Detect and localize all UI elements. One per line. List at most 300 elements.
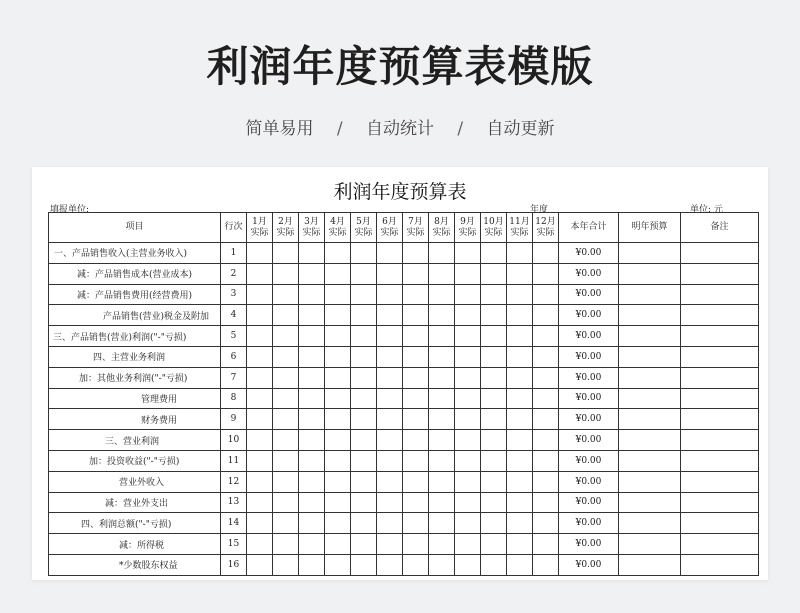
month-actual-cell[interactable] [377,346,403,367]
month-actual-cell[interactable] [481,284,507,305]
month-actual-cell[interactable] [507,409,533,430]
year-total-cell: ¥0.00 [559,388,619,409]
month-actual-cell[interactable] [351,513,377,534]
month-actual-cell[interactable] [533,554,559,575]
month-sub-label: 实际 [510,227,529,238]
row-item-label: 三、营业利润 [49,430,221,451]
month-actual-cell[interactable] [325,534,351,555]
month-actual-cell[interactable] [325,513,351,534]
month-actual-cell[interactable] [351,534,377,555]
month-actual-cell[interactable] [429,305,455,326]
column-header-month-4 [325,213,351,243]
month-actual-cell[interactable] [325,450,351,471]
month-actual-cell[interactable] [455,346,481,367]
row-number: 8 [221,388,247,409]
month-actual-cell[interactable] [429,513,455,534]
month-actual-cell[interactable] [533,346,559,367]
month-actual-cell[interactable] [377,409,403,430]
month-actual-cell[interactable] [247,492,273,513]
month-actual-cell[interactable] [377,263,403,284]
year-total-cell: ¥0.00 [559,367,619,388]
month-actual-cell[interactable] [429,367,455,388]
month-sub-label: 实际 [354,227,373,238]
remark-cell[interactable] [681,263,759,284]
month-sub-label: 实际 [380,227,399,238]
month-actual-cell[interactable] [377,534,403,555]
remark-cell[interactable] [681,430,759,451]
month-actual-cell[interactable] [429,534,455,555]
month-actual-cell[interactable] [273,346,299,367]
month-actual-cell[interactable] [455,534,481,555]
month-actual-cell[interactable] [247,554,273,575]
month-actual-cell[interactable] [299,554,325,575]
month-actual-cell[interactable] [299,492,325,513]
row-number: 4 [221,305,247,326]
column-header-month-5 [351,213,377,243]
month-actual-cell[interactable] [533,492,559,513]
month-actual-cell[interactable] [507,243,533,264]
month-actual-cell[interactable] [481,367,507,388]
fill-unit-label: 填报单位: [50,205,90,215]
month-actual-cell[interactable] [351,305,377,326]
month-actual-cell[interactable] [299,263,325,284]
remark-cell[interactable] [681,243,759,264]
row-number: 7 [221,367,247,388]
month-actual-cell[interactable] [403,263,429,284]
year-total-cell: ¥0.00 [559,534,619,555]
column-header-month-9 [455,213,481,243]
month-actual-cell[interactable] [403,305,429,326]
month-actual-cell[interactable] [247,534,273,555]
month-actual-cell[interactable] [273,284,299,305]
remark-cell[interactable] [681,388,759,409]
month-actual-cell[interactable] [455,430,481,451]
month-actual-cell[interactable] [247,346,273,367]
month-actual-cell[interactable] [507,430,533,451]
month-actual-cell[interactable] [247,450,273,471]
remark-cell[interactable] [681,471,759,492]
row-number: 16 [221,554,247,575]
month-actual-cell[interactable] [403,492,429,513]
month-actual-cell[interactable] [429,243,455,264]
table-row [49,492,759,513]
next-year-budget-cell[interactable] [619,388,681,409]
table-row [49,263,759,284]
month-actual-cell[interactable] [273,305,299,326]
table-row [49,409,759,430]
month-actual-cell[interactable] [455,492,481,513]
month-actual-cell[interactable] [507,388,533,409]
month-actual-cell[interactable] [377,430,403,451]
row-number: 11 [221,450,247,471]
month-actual-cell[interactable] [481,534,507,555]
column-header-month-3 [299,213,325,243]
month-actual-cell[interactable] [507,471,533,492]
next-year-budget-cell[interactable] [619,367,681,388]
row-number: 6 [221,346,247,367]
row-item-label: 减：产品销售费用(经营费用) [49,284,221,305]
remark-cell[interactable] [681,284,759,305]
month-actual-cell[interactable] [377,305,403,326]
month-actual-cell[interactable] [533,263,559,284]
next-year-budget-cell[interactable] [619,554,681,575]
remark-cell[interactable] [681,534,759,555]
next-year-budget-cell[interactable] [619,326,681,347]
banner-features [0,114,800,139]
month-actual-cell[interactable] [429,263,455,284]
remark-cell[interactable] [681,513,759,534]
month-actual-cell[interactable] [403,430,429,451]
next-year-budget-cell[interactable] [619,492,681,513]
month-actual-cell[interactable] [403,534,429,555]
month-actual-cell[interactable] [429,430,455,451]
table-row [49,554,759,575]
month-actual-cell[interactable] [403,388,429,409]
year-total-cell: ¥0.00 [559,450,619,471]
month-actual-cell[interactable] [247,409,273,430]
year-total-cell: ¥0.00 [559,326,619,347]
month-actual-cell[interactable] [325,263,351,284]
month-label: 1月 [252,216,267,227]
feature-separator: / [336,119,343,139]
remark-cell[interactable] [681,305,759,326]
month-sub-label: 实际 [458,227,477,238]
month-actual-cell[interactable] [403,284,429,305]
month-actual-cell[interactable] [403,243,429,264]
remark-cell[interactable] [681,554,759,575]
table-row [49,284,759,305]
table-body [49,243,759,576]
month-actual-cell[interactable] [507,534,533,555]
next-year-budget-cell[interactable] [619,263,681,284]
month-actual-cell[interactable] [247,305,273,326]
month-actual-cell[interactable] [455,513,481,534]
month-actual-cell[interactable] [429,346,455,367]
month-actual-cell[interactable] [507,284,533,305]
month-actual-cell[interactable] [403,513,429,534]
next-year-budget-cell[interactable] [619,513,681,534]
sheet-title: 利润年度预算表 [333,181,467,203]
month-actual-cell[interactable] [455,554,481,575]
month-actual-cell[interactable] [325,430,351,451]
month-actual-cell[interactable] [351,492,377,513]
month-sub-label: 实际 [276,227,295,238]
month-actual-cell[interactable] [507,554,533,575]
budget-table [48,212,759,576]
month-actual-cell[interactable] [507,346,533,367]
row-number: 1 [221,243,247,264]
month-actual-cell[interactable] [403,554,429,575]
month-actual-cell[interactable] [299,346,325,367]
row-item-label: 加：投资收益("-"亏损) [49,450,221,471]
month-actual-cell[interactable] [481,471,507,492]
month-actual-cell[interactable] [533,534,559,555]
column-header-month-12 [533,213,559,243]
remark-cell[interactable] [681,409,759,430]
month-actual-cell[interactable] [533,409,559,430]
month-actual-cell[interactable] [429,492,455,513]
month-actual-cell[interactable] [351,450,377,471]
month-actual-cell[interactable] [481,346,507,367]
month-actual-cell[interactable] [481,326,507,347]
month-actual-cell[interactable] [429,284,455,305]
month-actual-cell[interactable] [507,326,533,347]
month-actual-cell[interactable] [325,554,351,575]
column-header-month-1 [247,213,273,243]
month-actual-cell[interactable] [325,284,351,305]
row-number: 5 [221,326,247,347]
month-actual-cell[interactable] [507,367,533,388]
next-year-budget-cell[interactable] [619,450,681,471]
month-actual-cell[interactable] [325,346,351,367]
month-actual-cell[interactable] [455,284,481,305]
month-actual-cell[interactable] [533,326,559,347]
next-year-budget-cell[interactable] [619,534,681,555]
month-actual-cell[interactable] [377,243,403,264]
month-actual-cell[interactable] [403,326,429,347]
month-actual-cell[interactable] [273,492,299,513]
month-actual-cell[interactable] [429,388,455,409]
month-actual-cell[interactable] [273,513,299,534]
month-actual-cell[interactable] [273,554,299,575]
column-header-month-8 [429,213,455,243]
month-actual-cell[interactable] [377,513,403,534]
year-total-cell: ¥0.00 [559,471,619,492]
month-actual-cell[interactable] [455,388,481,409]
table-row [49,346,759,367]
month-actual-cell[interactable] [429,326,455,347]
month-label: 12月 [535,216,556,227]
month-actual-cell[interactable] [533,367,559,388]
month-actual-cell[interactable] [351,409,377,430]
month-actual-cell[interactable] [481,263,507,284]
month-actual-cell[interactable] [403,346,429,367]
remark-cell[interactable] [681,492,759,513]
month-actual-cell[interactable] [325,326,351,347]
column-header-row-no: 行次 [221,213,247,243]
month-label: 2月 [278,216,293,227]
month-actual-cell[interactable] [481,243,507,264]
month-actual-cell[interactable] [351,430,377,451]
month-actual-cell[interactable] [351,471,377,492]
year-label: 年度 [530,205,549,215]
month-actual-cell[interactable] [325,243,351,264]
month-actual-cell[interactable] [351,326,377,347]
month-actual-cell[interactable] [533,284,559,305]
month-actual-cell[interactable] [377,367,403,388]
month-actual-cell[interactable] [507,305,533,326]
next-year-budget-cell[interactable] [619,430,681,451]
row-item-label: 减：产品销售成本(营业成本) [49,263,221,284]
month-actual-cell[interactable] [455,367,481,388]
row-item-label: 管理费用 [49,388,221,409]
month-actual-cell[interactable] [299,326,325,347]
month-actual-cell[interactable] [351,243,377,264]
month-actual-cell[interactable] [273,534,299,555]
month-actual-cell[interactable] [247,263,273,284]
month-actual-cell[interactable] [507,513,533,534]
month-actual-cell[interactable] [247,430,273,451]
month-actual-cell[interactable] [429,450,455,471]
month-actual-cell[interactable] [299,513,325,534]
row-item-label: 产品销售(营业)税金及附加 [49,305,221,326]
month-label: 6月 [382,216,397,227]
remark-cell[interactable] [681,346,759,367]
column-header-total: 本年合计 [559,213,619,243]
column-header-remark: 备注 [681,213,759,243]
year-total-cell: ¥0.00 [559,492,619,513]
month-actual-cell[interactable] [455,471,481,492]
month-actual-cell[interactable] [299,471,325,492]
month-actual-cell[interactable] [273,450,299,471]
month-actual-cell[interactable] [299,534,325,555]
month-actual-cell[interactable] [455,409,481,430]
table-row [49,367,759,388]
year-total-cell: ¥0.00 [559,305,619,326]
month-actual-cell[interactable] [351,367,377,388]
feature-auto-update: 自动更新 [486,119,555,139]
month-actual-cell[interactable] [481,450,507,471]
row-number: 14 [221,513,247,534]
month-actual-cell[interactable] [377,284,403,305]
month-actual-cell[interactable] [247,513,273,534]
month-actual-cell[interactable] [377,326,403,347]
remark-cell[interactable] [681,450,759,471]
month-actual-cell[interactable] [455,243,481,264]
month-actual-cell[interactable] [533,243,559,264]
month-actual-cell[interactable] [377,388,403,409]
column-header-month-2 [273,213,299,243]
month-actual-cell[interactable] [351,263,377,284]
table-header-row [49,213,759,243]
row-number: 3 [221,284,247,305]
month-actual-cell[interactable] [247,367,273,388]
month-actual-cell[interactable] [507,492,533,513]
month-actual-cell[interactable] [403,409,429,430]
year-total-cell: ¥0.00 [559,243,619,264]
month-actual-cell[interactable] [351,554,377,575]
month-label: 7月 [408,216,423,227]
next-year-budget-cell[interactable] [619,284,681,305]
month-actual-cell[interactable] [273,326,299,347]
month-actual-cell[interactable] [273,388,299,409]
month-label: 4月 [330,216,345,227]
month-actual-cell[interactable] [273,243,299,264]
next-year-budget-cell[interactable] [619,243,681,264]
month-label: 3月 [304,216,319,227]
month-actual-cell[interactable] [273,263,299,284]
month-actual-cell[interactable] [481,430,507,451]
month-actual-cell[interactable] [455,450,481,471]
row-item-label: 加：其他业务利润("-"亏损) [49,367,221,388]
remark-cell[interactable] [681,367,759,388]
month-actual-cell[interactable] [481,554,507,575]
month-actual-cell[interactable] [377,554,403,575]
year-total-cell: ¥0.00 [559,346,619,367]
month-actual-cell[interactable] [299,430,325,451]
month-label: 9月 [460,216,475,227]
month-actual-cell[interactable] [273,367,299,388]
month-actual-cell[interactable] [247,471,273,492]
month-actual-cell[interactable] [299,243,325,264]
year-total-cell: ¥0.00 [559,409,619,430]
month-actual-cell[interactable] [299,409,325,430]
month-actual-cell[interactable] [325,388,351,409]
month-actual-cell[interactable] [325,409,351,430]
month-actual-cell[interactable] [273,409,299,430]
month-actual-cell[interactable] [481,409,507,430]
month-actual-cell[interactable] [247,326,273,347]
next-year-budget-cell[interactable] [619,305,681,326]
month-actual-cell[interactable] [481,513,507,534]
remark-cell[interactable] [681,326,759,347]
month-actual-cell[interactable] [507,263,533,284]
month-actual-cell[interactable] [481,388,507,409]
month-actual-cell[interactable] [351,388,377,409]
month-actual-cell[interactable] [325,471,351,492]
month-actual-cell[interactable] [507,450,533,471]
month-actual-cell[interactable] [273,471,299,492]
month-actual-cell[interactable] [481,492,507,513]
month-actual-cell[interactable] [377,471,403,492]
month-actual-cell[interactable] [403,471,429,492]
row-number: 12 [221,471,247,492]
month-actual-cell[interactable] [455,305,481,326]
month-actual-cell[interactable] [481,305,507,326]
month-actual-cell[interactable] [247,284,273,305]
month-actual-cell[interactable] [299,284,325,305]
month-sub-label: 实际 [328,227,347,238]
month-actual-cell[interactable] [455,263,481,284]
next-year-budget-cell[interactable] [619,409,681,430]
month-actual-cell[interactable] [533,471,559,492]
month-actual-cell[interactable] [403,450,429,471]
row-item-label: 三、产品销售(营业)利润("-"亏损) [49,326,221,347]
month-actual-cell[interactable] [299,450,325,471]
month-actual-cell[interactable] [351,284,377,305]
month-actual-cell[interactable] [533,305,559,326]
month-actual-cell[interactable] [325,492,351,513]
month-actual-cell[interactable] [299,305,325,326]
table-row [49,305,759,326]
row-item-label: 四、利润总额("-"亏损) [49,513,221,534]
month-actual-cell[interactable] [299,367,325,388]
next-year-budget-cell[interactable] [619,346,681,367]
month-actual-cell[interactable] [273,430,299,451]
month-actual-cell[interactable] [377,492,403,513]
month-actual-cell[interactable] [299,388,325,409]
month-actual-cell[interactable] [429,409,455,430]
month-actual-cell[interactable] [403,367,429,388]
next-year-budget-cell[interactable] [619,471,681,492]
month-actual-cell[interactable] [429,471,455,492]
month-actual-cell[interactable] [533,388,559,409]
table-row [49,326,759,347]
row-item-label: *少数股东权益 [49,554,221,575]
month-actual-cell[interactable] [325,367,351,388]
month-actual-cell[interactable] [247,243,273,264]
month-actual-cell[interactable] [533,450,559,471]
month-actual-cell[interactable] [351,346,377,367]
month-actual-cell[interactable] [455,326,481,347]
month-actual-cell[interactable] [533,513,559,534]
month-actual-cell[interactable] [429,554,455,575]
month-actual-cell[interactable] [247,388,273,409]
month-actual-cell[interactable] [377,450,403,471]
month-actual-cell[interactable] [325,305,351,326]
month-actual-cell[interactable] [533,430,559,451]
row-item-label: 营业外收入 [49,471,221,492]
